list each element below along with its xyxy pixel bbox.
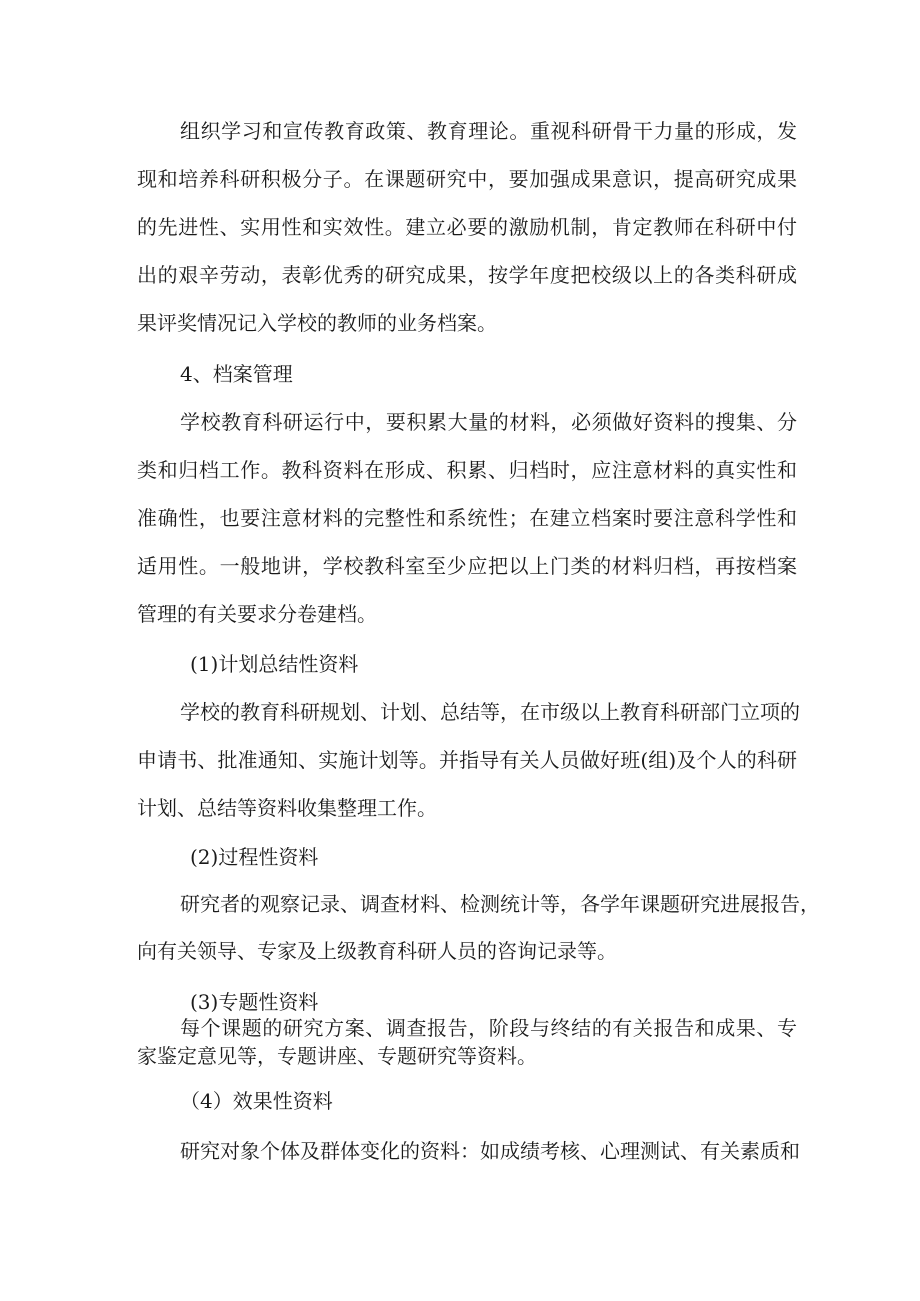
paragraph-line: 申请书、批准通知、实施计划等。并指导有关人员做好班(组)及个人的科研 (137, 748, 797, 772)
paragraph-line: 出的艰辛劳动，表彰优秀的研究成果，按学年度把校级以上的各类科研成 (137, 263, 797, 287)
paragraph-line: 现和培养科研积极分子。在课题研究中，要加强成果意识，提高研究成果 (137, 167, 797, 191)
subsection-heading: (3)专题性资料 (190, 990, 319, 1014)
paragraph-line: 学校的教育科研规划、计划、总结等，在市级以上教育科研部门立项的 (180, 700, 800, 724)
paragraph-line: 研究者的观察记录、调查材料、检测统计等，各学年课题研究进展报告， (180, 892, 820, 916)
paragraph-line: 管理的有关要求分卷建档。 (137, 602, 377, 626)
paragraph-line: 研究对象个体及群体变化的资料：如成绩考核、心理测试、有关素质和 (180, 1139, 800, 1163)
paragraph-line: 学校教育科研运行中，要积累大量的材料，必须做好资料的搜集、分 (180, 410, 797, 434)
subsection-heading: (1)计划总结性资料 (190, 652, 359, 676)
subsection-heading: （4）效果性资料 (180, 1089, 333, 1113)
paragraph-line: 准确性，也要注意材料的完整性和系统性；在建立档案时要注意科学性和 (137, 506, 797, 530)
paragraph-line: 计划、总结等资料收集整理工作。 (137, 796, 437, 820)
paragraph-line: 向有关领导、专家及上级教育科研人员的咨询记录等。 (137, 939, 617, 963)
paragraph-line: 类和归档工作。教科资料在形成、积累、归档时，应注意材料的真实性和 (137, 458, 797, 482)
section-heading: 4、档案管理 (180, 362, 293, 386)
paragraph-line: 适用性。一般地讲，学校教科室至少应把以上门类的材料归档，再按档案 (137, 554, 797, 578)
paragraph-line: 组织学习和宣传教育政策、教育理论。重视科研骨干力量的形成，发 (180, 119, 797, 143)
paragraph-line: 果评奖情况记入学校的教师的业务档案。 (137, 311, 497, 335)
paragraph-line: 的先进性、实用性和实效性。建立必要的激励机制，肯定教师在科研中付 (137, 215, 797, 239)
paragraph-line: 每个课题的研究方案、调查报告，阶段与终结的有关报告和成果、专 (180, 1016, 797, 1040)
subsection-heading: (2)过程性资料 (190, 845, 319, 869)
paragraph-line: 家鉴定意见等，专题讲座、专题研究等资料。 (137, 1044, 537, 1068)
